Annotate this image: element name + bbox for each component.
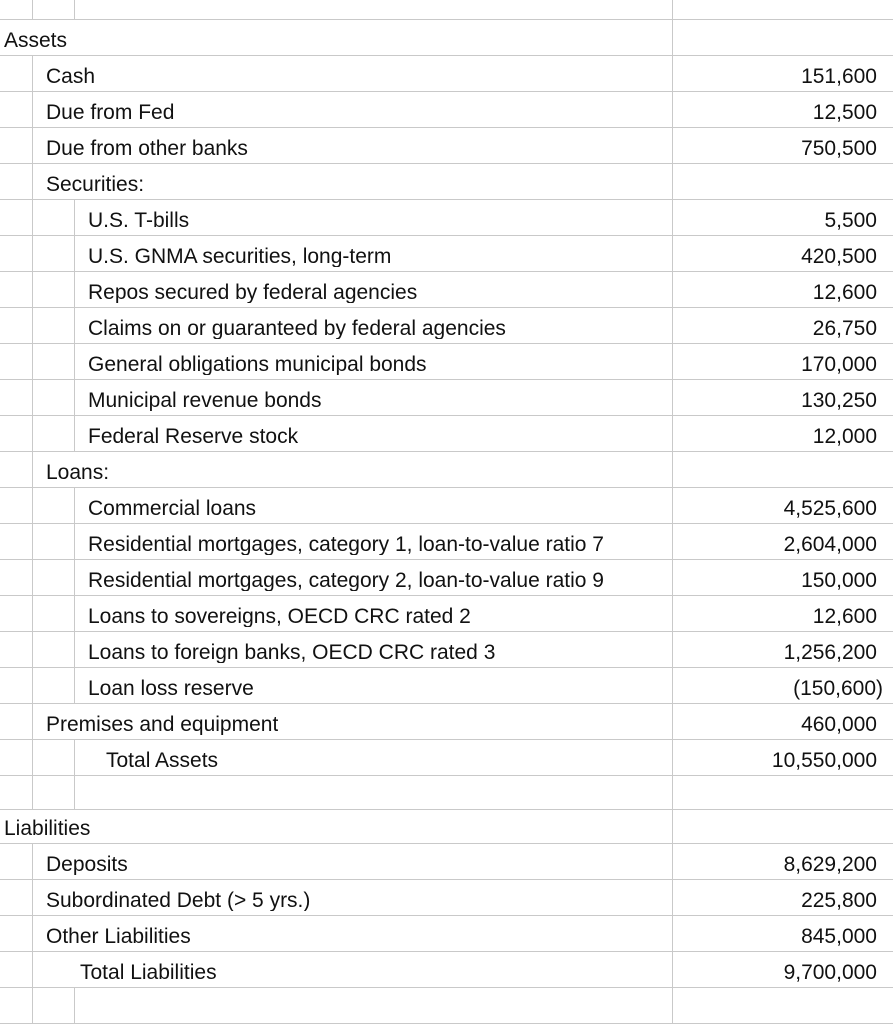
table-row — [0, 128, 893, 164]
table-row — [0, 916, 893, 952]
row-value: (150,600) — [793, 677, 883, 700]
row-value: 845,000 — [801, 925, 877, 948]
row-value: 225,800 — [801, 889, 877, 912]
total-assets-value: 10,550,000 — [771, 749, 877, 772]
loans-header: Loans: — [46, 462, 110, 483]
liabilities-header: Liabilities — [4, 818, 91, 839]
table-row — [0, 200, 893, 236]
table-row — [0, 668, 893, 704]
table-row — [0, 416, 893, 452]
row-label: Other Liabilities — [46, 926, 191, 947]
row-label: Cash — [46, 66, 96, 87]
row-value: 12,600 — [812, 605, 877, 628]
loans-header-row — [0, 452, 893, 488]
total-assets-label: Total Assets — [106, 750, 219, 771]
assets-header-row — [0, 20, 893, 56]
table-row — [0, 844, 893, 880]
table-row — [0, 272, 893, 308]
row-value: 150,000 — [801, 569, 877, 592]
securities-header-row — [0, 164, 893, 200]
table-row — [0, 308, 893, 344]
table-row — [0, 880, 893, 916]
table-row — [0, 344, 893, 380]
table-row — [0, 56, 893, 92]
table-row — [0, 560, 893, 596]
row-label: Loan loss reserve — [88, 678, 254, 699]
row-value: 2,604,000 — [783, 533, 877, 556]
row-label: Repos secured by federal agencies — [88, 282, 418, 303]
table-row — [0, 380, 893, 416]
table-row — [0, 704, 893, 740]
row-value: 5,500 — [824, 209, 877, 232]
total-liabilities-row — [0, 952, 893, 988]
row-value: 1,256,200 — [783, 641, 877, 664]
row-label: Premises and equipment — [46, 714, 279, 735]
row-label: Loans to foreign banks, OECD CRC rated 3 — [88, 642, 496, 663]
row-value: 12,000 — [812, 425, 877, 448]
empty-row — [0, 0, 893, 20]
table-row — [0, 524, 893, 560]
row-label: Municipal revenue bonds — [88, 390, 322, 411]
row-label: Due from Fed — [46, 102, 175, 123]
row-value: 12,500 — [812, 101, 877, 124]
table-row — [0, 596, 893, 632]
row-value: 130,250 — [801, 389, 877, 412]
row-label: Federal Reserve stock — [88, 426, 299, 447]
total-assets-row — [0, 740, 893, 776]
row-label: General obligations municipal bonds — [88, 354, 427, 375]
row-label: Loans to sovereigns, OECD CRC rated 2 — [88, 606, 471, 627]
table-row — [0, 632, 893, 668]
total-liabilities-label: Total Liabilities — [80, 962, 217, 983]
assets-header: Assets — [4, 30, 68, 51]
row-label: Subordinated Debt (> 5 yrs.) — [46, 890, 311, 911]
row-value: 8,629,200 — [783, 853, 877, 876]
row-value: 4,525,600 — [783, 497, 877, 520]
row-value: 151,600 — [801, 65, 877, 88]
row-value: 420,500 — [801, 245, 877, 268]
row-value: 26,750 — [812, 317, 877, 340]
row-label: U.S. GNMA securities, long-term — [88, 246, 392, 267]
row-label: Residential mortgages, category 2, loan-to-value ratio 9 — [88, 570, 604, 591]
empty-row — [0, 988, 893, 1024]
table-row — [0, 488, 893, 524]
row-label: Claims on or guaranteed by federal agencies — [88, 318, 506, 339]
securities-header: Securities: — [46, 174, 145, 195]
liabilities-header-row — [0, 810, 893, 844]
table-row — [0, 92, 893, 128]
row-value: 12,600 — [812, 281, 877, 304]
total-liabilities-value: 9,700,000 — [783, 961, 877, 984]
row-label: Commercial loans — [88, 498, 257, 519]
row-value: 170,000 — [801, 353, 877, 376]
row-label: Residential mortgages, category 1, loan-to-value ratio 7 — [88, 534, 604, 555]
row-value: 460,000 — [801, 713, 877, 736]
row-label: Deposits — [46, 854, 128, 875]
row-label: Due from other banks — [46, 138, 248, 159]
table-row — [0, 236, 893, 272]
row-label: U.S. T-bills — [88, 210, 190, 231]
row-value: 750,500 — [801, 137, 877, 160]
empty-row — [0, 776, 893, 810]
